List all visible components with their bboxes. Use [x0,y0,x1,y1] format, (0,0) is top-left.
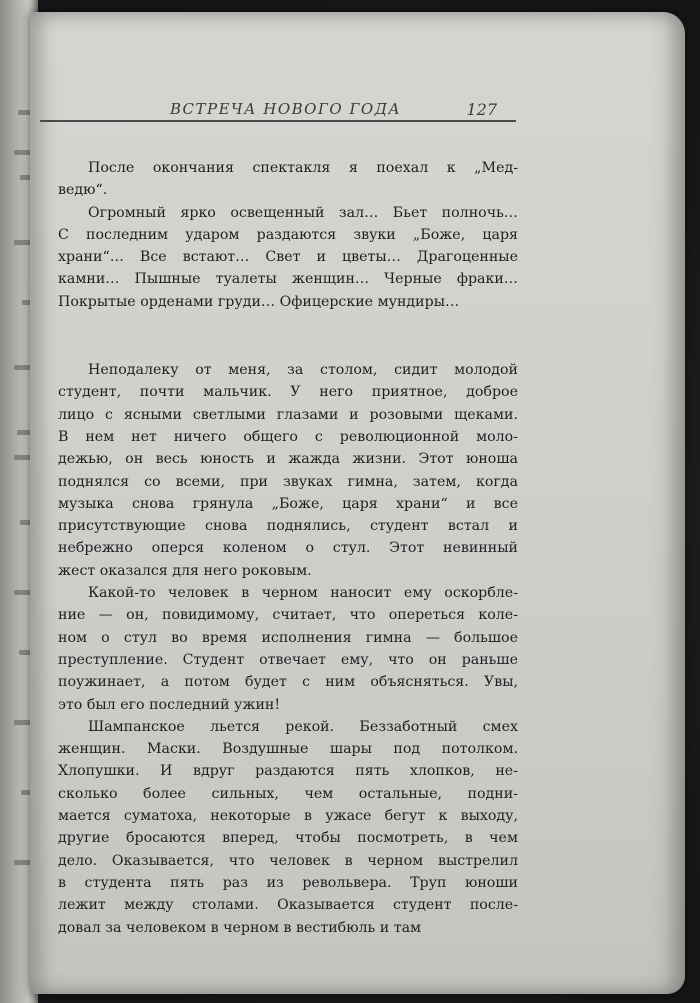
header-rule [40,120,516,122]
text-line: Хлопушки. И вдруг раздаются пять хлопков, не- [58,763,518,780]
text-line: жест оказался для него роковым. [58,562,312,579]
text-line: После окончания спектакля я поехал к „Мед- [88,160,518,176]
text-line: довал за человеком в черном в вестибюль и там [58,919,422,936]
text-line: Неподалеку от меня, за столом, сидит молодой [88,362,518,379]
text-line: Огромный ярко освещенный зал… Бьет полночь… [88,204,518,221]
text-line: присутствующие снова поднялись, студент встал и [58,518,518,535]
text-line: музыка снова грянула „Боже, царя храни“ и все [58,495,518,512]
text-line: другие бросаются вперед, чтобы посмотреть, в чем [58,830,518,847]
paragraph-gap [58,313,518,359]
text-line: лицо с ясными светлыми глазами и розовыми щеками. [58,406,518,423]
text-line: поужинает, а потом будет с ним объясняться. Увы, [58,674,518,691]
text-line: В нем нет ничего общего с революционной моло- [58,428,518,445]
text-line: ном о стул во время исполнения гимна — большое [58,629,518,646]
text-line: студент, почти мальчик. У него приятное, доброе [58,384,518,401]
text-line: лежит между столами. Оказывается студент после- [58,897,518,914]
text-line: дело. Оказывается, что человек в черном выстрелил [58,852,518,869]
page-number: 127 [466,100,497,119]
text-line: небрежно оперся коленом о стул. Этот невинный [58,540,518,557]
text-line: храни“… Все встают… Свет и цветы… Драгоценные [58,249,518,266]
text-line: женщин. Маски. Воздушные шары под потолком. [58,741,518,758]
running-head [170,100,525,118]
text-line: Какой-то человек в черном наносит ему оскорбле- [88,585,518,602]
text-line: Шампанское льется рекой. Беззаботный смех [88,718,518,735]
book-page [30,12,685,994]
text-line: камни… Пышные туалеты женщин… Черные фраки… [58,271,518,288]
text-line: ведю“. [58,182,108,199]
paragraph [58,202,518,313]
text-line: С последним ударом раздаются звуки „Боже, царя [58,226,518,243]
text-line: дежью, он весь юность и жажда жизни. Этот юноша [58,451,518,468]
text-line: преступление. Студент отвечает ему, что он раньше [58,651,518,668]
text-line: мается суматоха, некоторые в ужасе бегут к выходу, [58,808,518,825]
paragraph [58,582,518,716]
text-line: поднялся со всеми, при звуках гимна, затем, когда [58,473,518,490]
running-head-title: ВСТРЕЧА НОВОГО ГОДА [170,100,402,118]
text-line: сколько более сильных, чем остальные, подни- [58,785,518,802]
paragraph [58,157,518,202]
text-line: Покрытые орденами груди… Офицерские мундиры… [58,293,460,310]
paragraph [58,359,518,582]
text-line: ние — он, повидимому, считает, что опереться коле- [58,607,518,624]
page-curl-shadow [665,12,685,994]
body-text [58,157,518,939]
text-line: в студента пять раз из револьвера. Труп юноши [58,874,518,891]
paragraph [58,716,518,939]
text-line: это был его последний ужин! [58,696,281,713]
